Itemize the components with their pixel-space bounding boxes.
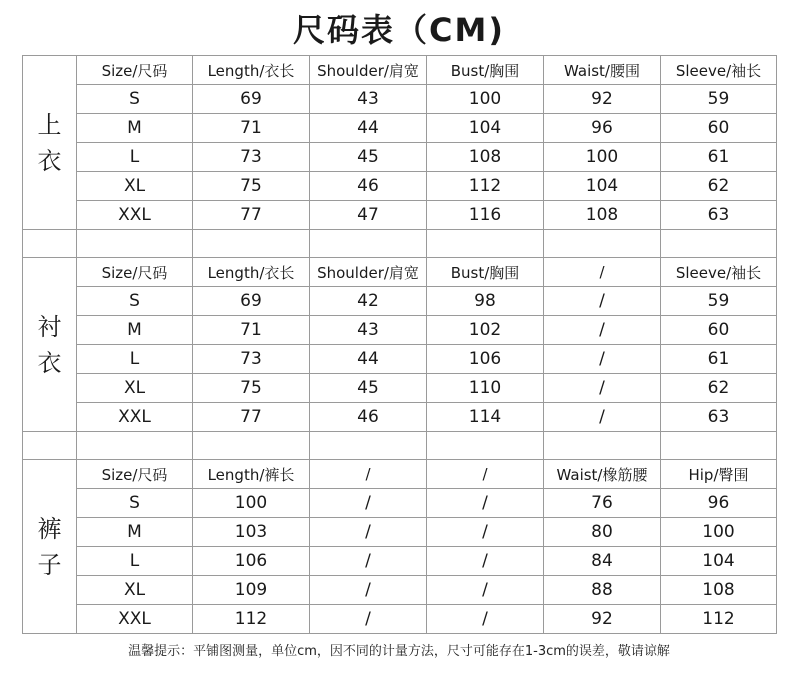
category-char: 上: [37, 110, 62, 139]
size-chart-table: [22, 55, 777, 634]
section-header-row: [23, 258, 777, 287]
measurement-cell: 108: [661, 576, 777, 605]
measurement-cell: 88: [544, 576, 661, 605]
measurement-cell: 59: [661, 85, 777, 114]
measurement-cell: 44: [310, 345, 427, 374]
measurement-cell: /: [310, 605, 427, 634]
column-header: Sleeve/袖长: [661, 56, 777, 85]
section-spacer-row: [23, 432, 777, 460]
measurement-cell: 60: [661, 114, 777, 143]
column-header: /: [427, 460, 544, 489]
measurement-cell: 63: [661, 201, 777, 230]
measurement-cell: 42: [310, 287, 427, 316]
table-row: [23, 605, 777, 634]
measurement-cell: /: [544, 403, 661, 432]
measurement-cell: 104: [427, 114, 544, 143]
column-header: Shoulder/肩宽: [310, 258, 427, 287]
measurement-cell: 73: [193, 345, 310, 374]
measurement-cell: /: [427, 489, 544, 518]
column-header: Sleeve/袖长: [661, 258, 777, 287]
measurement-cell: 44: [310, 114, 427, 143]
measurement-cell: 60: [661, 316, 777, 345]
measurement-cell: 106: [427, 345, 544, 374]
measurement-cell: 46: [310, 403, 427, 432]
size-cell: XXL: [77, 201, 193, 230]
measurement-cell: 96: [544, 114, 661, 143]
table-row: [23, 316, 777, 345]
page-title: 尺码表（CM): [293, 11, 505, 49]
spacer-cell: [310, 230, 427, 258]
measurement-cell: 100: [544, 143, 661, 172]
measurement-cell: /: [544, 374, 661, 403]
measurement-cell: /: [427, 576, 544, 605]
size-cell: L: [77, 143, 193, 172]
column-header: Bust/胸围: [427, 56, 544, 85]
measurement-cell: 100: [427, 85, 544, 114]
measurement-cell: 59: [661, 287, 777, 316]
section-header-row: [23, 56, 777, 85]
category-char: 衣: [37, 348, 62, 377]
spacer-cell: [661, 230, 777, 258]
column-header: /: [544, 258, 661, 287]
measurement-cell: 100: [661, 518, 777, 547]
table-row: [23, 489, 777, 518]
spacer-cell: [544, 432, 661, 460]
table-row: [23, 287, 777, 316]
measurement-cell: 96: [661, 489, 777, 518]
measurement-cell: 102: [427, 316, 544, 345]
measurement-cell: 77: [193, 403, 310, 432]
category-label: [23, 56, 77, 230]
measurement-cell: 45: [310, 143, 427, 172]
section-spacer-row: [23, 230, 777, 258]
measurement-cell: 61: [661, 143, 777, 172]
measurement-cell: 104: [544, 172, 661, 201]
measurement-cell: 106: [193, 547, 310, 576]
category-label: [23, 258, 77, 432]
table-row: [23, 172, 777, 201]
measurement-cell: 84: [544, 547, 661, 576]
measurement-cell: /: [544, 345, 661, 374]
category-char: 衬: [37, 312, 62, 341]
measurement-cell: 43: [310, 85, 427, 114]
table-row: [23, 547, 777, 576]
column-header: Shoulder/肩宽: [310, 56, 427, 85]
column-header: Waist/橡筋腰: [544, 460, 661, 489]
size-cell: M: [77, 518, 193, 547]
measurement-cell: 103: [193, 518, 310, 547]
spacer-cell: [77, 230, 193, 258]
column-header: /: [310, 460, 427, 489]
spacer-cell: [193, 432, 310, 460]
measurement-cell: 47: [310, 201, 427, 230]
measurement-cell: 104: [661, 547, 777, 576]
measurement-cell: 80: [544, 518, 661, 547]
category-char: 裤: [37, 514, 62, 543]
size-cell: S: [77, 287, 193, 316]
spacer-cell: [193, 230, 310, 258]
size-cell: M: [77, 114, 193, 143]
size-cell: XL: [77, 576, 193, 605]
spacer-cell: [544, 230, 661, 258]
measurement-cell: 75: [193, 374, 310, 403]
measurement-cell: 62: [661, 172, 777, 201]
table-row: [23, 374, 777, 403]
measurement-cell: 63: [661, 403, 777, 432]
size-cell: XL: [77, 172, 193, 201]
column-header: Hip/臀围: [661, 460, 777, 489]
table-row: [23, 345, 777, 374]
column-header: Size/尺码: [77, 56, 193, 85]
measurement-cell: 69: [193, 85, 310, 114]
measurement-cell: 76: [544, 489, 661, 518]
measurement-cell: 114: [427, 403, 544, 432]
category-char: 衣: [37, 146, 62, 175]
size-cell: XXL: [77, 605, 193, 634]
measurement-cell: 61: [661, 345, 777, 374]
spacer-cell: [23, 432, 77, 460]
measurement-cell: /: [427, 518, 544, 547]
column-header: Length/裤长: [193, 460, 310, 489]
measurement-cell: 46: [310, 172, 427, 201]
measurement-cell: 112: [661, 605, 777, 634]
size-cell: XXL: [77, 403, 193, 432]
table-row: [23, 518, 777, 547]
table-row: [23, 576, 777, 605]
size-cell: M: [77, 316, 193, 345]
category-char: 子: [37, 550, 62, 579]
column-header: Size/尺码: [77, 460, 193, 489]
measurement-cell: 108: [427, 143, 544, 172]
column-header: Size/尺码: [77, 258, 193, 287]
measurement-cell: 98: [427, 287, 544, 316]
measurement-cell: /: [544, 287, 661, 316]
size-cell: XL: [77, 374, 193, 403]
table-row: [23, 403, 777, 432]
measurement-cell: 45: [310, 374, 427, 403]
spacer-cell: [77, 432, 193, 460]
measurement-cell: 116: [427, 201, 544, 230]
section-header-row: [23, 460, 777, 489]
measurement-cell: 108: [544, 201, 661, 230]
measurement-cell: /: [310, 489, 427, 518]
measurement-cell: 73: [193, 143, 310, 172]
size-cell: S: [77, 489, 193, 518]
spacer-cell: [427, 432, 544, 460]
column-header: Waist/腰围: [544, 56, 661, 85]
size-chart-body: [23, 56, 777, 634]
measurement-cell: 77: [193, 201, 310, 230]
measurement-cell: 112: [427, 172, 544, 201]
size-cell: S: [77, 85, 193, 114]
measurement-cell: 71: [193, 114, 310, 143]
measurement-cell: 62: [661, 374, 777, 403]
measurement-cell: 100: [193, 489, 310, 518]
table-row: [23, 143, 777, 172]
measurement-cell: 92: [544, 85, 661, 114]
measurement-cell: 69: [193, 287, 310, 316]
size-cell: L: [77, 547, 193, 576]
category-label: [23, 460, 77, 634]
table-row: [23, 201, 777, 230]
spacer-cell: [23, 230, 77, 258]
size-cell: L: [77, 345, 193, 374]
table-row: [23, 114, 777, 143]
measurement-cell: 75: [193, 172, 310, 201]
spacer-cell: [661, 432, 777, 460]
measurement-cell: /: [544, 316, 661, 345]
column-header: Bust/胸围: [427, 258, 544, 287]
measurement-cell: /: [310, 518, 427, 547]
measurement-cell: 92: [544, 605, 661, 634]
column-header: Length/衣长: [193, 258, 310, 287]
measurement-cell: 43: [310, 316, 427, 345]
table-row: [23, 85, 777, 114]
measurement-cell: 71: [193, 316, 310, 345]
measurement-cell: /: [427, 605, 544, 634]
measurement-cell: 112: [193, 605, 310, 634]
measurement-cell: /: [310, 576, 427, 605]
measurement-cell: 109: [193, 576, 310, 605]
spacer-cell: [427, 230, 544, 258]
spacer-cell: [310, 432, 427, 460]
measurement-note: 温馨提示：平铺图测量，单位cm，因不同的计量方法，尺寸可能存在1-3cm的误差，敬请谅解: [128, 644, 670, 659]
column-header: Length/衣长: [193, 56, 310, 85]
measurement-cell: /: [427, 547, 544, 576]
measurement-cell: /: [310, 547, 427, 576]
measurement-cell: 110: [427, 374, 544, 403]
